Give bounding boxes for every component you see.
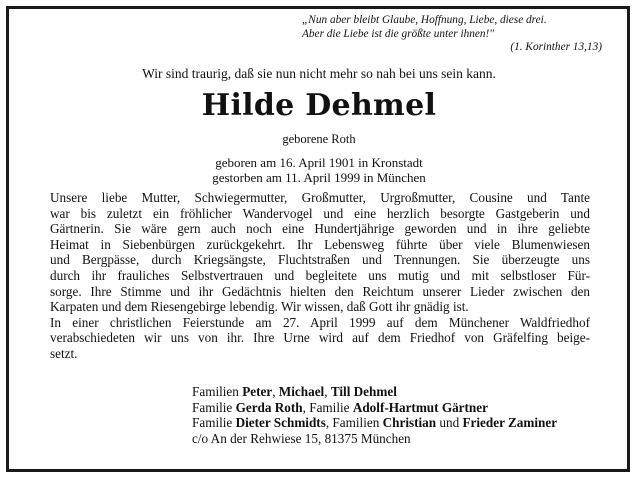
family-name: Frieder Zaminer — [462, 415, 558, 431]
family-name: Gerda Roth — [235, 399, 303, 415]
family-name: Dieter Schmidts — [235, 415, 326, 431]
separator: , — [324, 384, 331, 399]
family-line-2 — [192, 400, 592, 416]
family-name: Michael — [278, 384, 325, 399]
paragraph-tribute — [50, 190, 590, 315]
body-line: und Bergpässe, durch Kriegsängste, Fluchtstraßen und Trennungen. Sie überzeugte uns — [50, 252, 590, 268]
family-label: Familie — [192, 415, 236, 431]
life-dates — [0, 155, 638, 185]
body-line: Unsere liebe Mutter, Schwiegermutter, Großmutter, Urgroßmutter, Cousine und Tante — [50, 190, 590, 205]
maiden-name: geborene Roth — [282, 132, 356, 146]
quote-reference: (1. Korinther 13,13) — [510, 41, 602, 54]
family-line-1 — [192, 384, 592, 400]
obituary-body — [50, 190, 590, 362]
quote-line-1: „Nun aber bleibt Glaube, Hoffnung, Liebe, diese drei. — [302, 14, 547, 26]
body-line: sorge. Ihre Stimme und ihr Gedächtnis hielten den Reichtum unserer Lieder zwischen den — [50, 283, 590, 299]
separator: , Familien — [325, 415, 383, 431]
body-line: In einer christlichen Feierstunde am 27. April 1999 auf dem Münchener Waldfriedhof — [50, 314, 590, 330]
quote-line-2: Aber die Liebe ist die größte unter ihnen!" — [302, 27, 495, 40]
separator: , — [272, 384, 279, 399]
body-line: Karpaten und dem Riesengebirge lebendig. Wir wissen, daß Gott ihr gnädig ist. — [50, 299, 469, 315]
separator: und — [436, 415, 463, 431]
body-line: war bis zuletzt ein fröhlicher Wandervogel und eine herzlich besorgte Gastgeberin und — [50, 205, 590, 221]
body-line: verabschiedeten wir uns von ihr. Ihre Urne wird auf dem Friedhof von Gräfelfing beige- — [50, 330, 590, 346]
separator: , Familie — [302, 399, 353, 415]
bible-quote — [302, 14, 602, 55]
family-line-3 — [192, 415, 592, 431]
body-line: Gärtnerin. Sie wäre gern auch noch eine Hundertjährige geworden und in ihre geliebte — [50, 221, 590, 237]
intro-text: Wir sind traurig, daß sie nun nicht mehr so nah bei uns sein kann. — [142, 66, 496, 81]
death-date: gestorben am 11. April 1999 in München — [212, 170, 426, 185]
birth-date: geboren am 16. April 1901 in Kronstadt — [215, 155, 423, 170]
body-line: durch ihr frauliches Selbstvertrauen und begleitete uns mutig und mit selbstloser Für- — [50, 267, 590, 283]
body-line: Heimat in Siebenbürgen zurückgekehrt. Ihr Lebensweg führte über viele Blumenwiesen — [50, 236, 590, 252]
family-address: c/o An der Rehwiese 15, 81375 München — [192, 430, 411, 446]
paragraph-funeral — [50, 315, 590, 362]
family-name: Peter — [242, 384, 273, 399]
deceased-name: Hilde Dehmel — [201, 88, 437, 123]
family-name: Till Dehmel — [330, 384, 397, 399]
family-name: Adolf-Hartmut Gärtner — [352, 399, 488, 415]
family-signatures — [192, 384, 592, 446]
family-name: Christian — [382, 415, 437, 431]
family-label: Familie — [192, 399, 236, 415]
body-line: setzt. — [50, 345, 78, 361]
family-label: Familien — [192, 384, 243, 399]
